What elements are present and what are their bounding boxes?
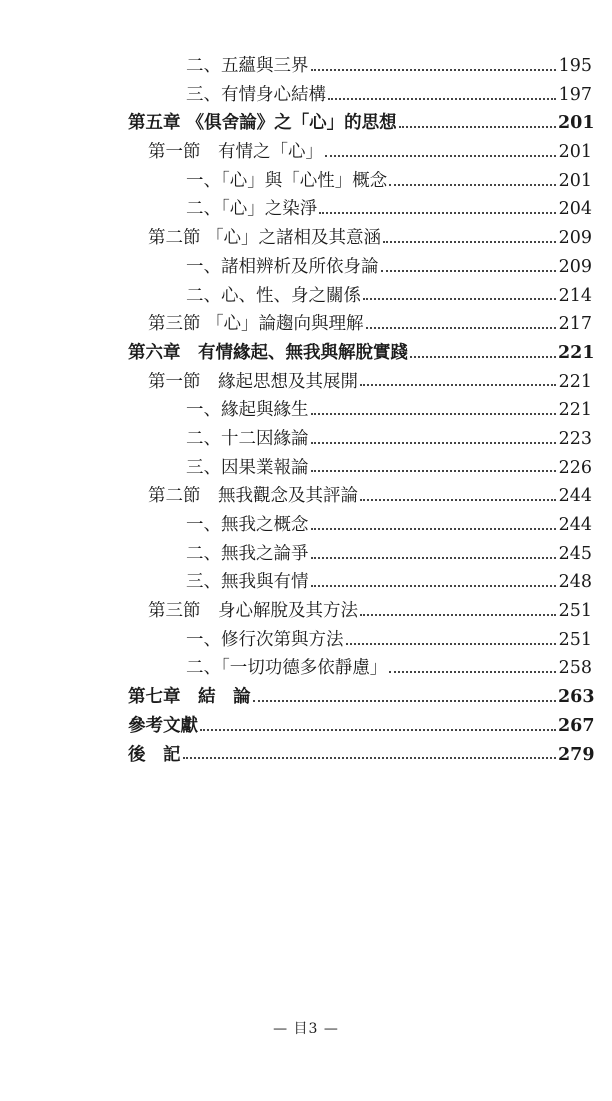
toc-entry-page: 209 <box>558 228 592 249</box>
toc-entry-page: 279 <box>558 744 595 765</box>
toc-entry-page: 209 <box>558 256 592 277</box>
dot-leader <box>389 183 556 186</box>
dot-leader <box>363 297 556 300</box>
toc-entry-title: 三、因果業報論 <box>186 457 309 478</box>
dot-leader <box>253 699 557 702</box>
toc-entry-title: 第三節 身心解脫及其方法 <box>148 601 358 622</box>
toc-entry-title: 第七章 結 論 <box>128 687 251 708</box>
toc-entry-page: 201 <box>558 113 595 134</box>
toc-entry-title: 第二節 「心」之諸相及其意涵 <box>148 228 382 249</box>
toc-entry <box>0 683 612 712</box>
dot-leader <box>311 412 557 415</box>
toc-entry-page: 221 <box>558 371 592 392</box>
dot-leader <box>183 756 557 759</box>
toc-entry <box>0 626 612 655</box>
toc-entry-title: 二、五蘊與三界 <box>186 56 309 76</box>
dot-leader <box>360 498 556 501</box>
toc-entry-title: 二、無我之論爭 <box>186 543 309 564</box>
toc-entry-page: 214 <box>558 285 592 306</box>
toc-entry-page: 204 <box>558 199 592 220</box>
toc-entry <box>0 282 612 311</box>
dot-leader <box>389 670 556 673</box>
dot-leader <box>383 240 556 243</box>
dot-leader <box>311 68 557 71</box>
dot-leader <box>325 154 556 157</box>
toc-entry-page: 201 <box>558 170 592 191</box>
dot-leader <box>311 469 557 472</box>
toc-entry <box>0 482 612 511</box>
toc-entry-title: 第三節 「心」論趨向與理解 <box>148 314 364 335</box>
dot-leader <box>311 441 557 444</box>
toc-entry <box>0 425 612 454</box>
toc-entry-page: 248 <box>558 572 592 593</box>
toc-entry-page: 251 <box>558 601 592 622</box>
toc-entry <box>0 167 612 196</box>
toc-entry-page: 223 <box>558 428 592 449</box>
toc-entry-title: 一、「心」與「心性」概念 <box>186 170 388 191</box>
toc-entry <box>0 253 612 282</box>
toc-entry-page: 201 <box>558 142 592 163</box>
toc-entry <box>0 224 612 253</box>
toc-entry <box>0 138 612 167</box>
dot-leader <box>410 355 556 358</box>
toc-entry <box>0 568 612 597</box>
toc-entry <box>0 396 612 425</box>
toc-entry <box>0 454 612 483</box>
dot-leader <box>311 556 557 559</box>
toc-entry <box>0 81 612 110</box>
toc-entry-page: 195 <box>558 56 592 76</box>
toc-entry-page: 217 <box>558 314 592 335</box>
table-of-contents <box>0 52 612 769</box>
toc-entry-page: 226 <box>558 457 592 478</box>
toc-entry-title: 一、無我之概念 <box>186 515 309 535</box>
toc-entry <box>0 511 612 540</box>
dot-leader <box>200 728 556 731</box>
dot-leader <box>319 211 556 214</box>
toc-entry <box>0 195 612 224</box>
toc-entry-page: 221 <box>558 342 595 363</box>
toc-entry-title: 二、「一切功德多依靜慮」 <box>186 658 388 679</box>
toc-entry <box>0 310 612 339</box>
toc-entry <box>0 339 612 368</box>
dot-leader <box>311 584 557 587</box>
toc-entry-page: 244 <box>558 486 592 507</box>
toc-entry-title: 參考文獻 <box>128 715 198 736</box>
toc-entry-title: 第一節 緣起思想及其展開 <box>148 371 358 392</box>
dot-leader <box>328 97 556 100</box>
toc-entry-page: 244 <box>558 515 592 535</box>
toc-entry-page: 221 <box>558 400 592 421</box>
toc-entry-page: 245 <box>558 543 592 564</box>
dot-leader <box>360 383 556 386</box>
dot-leader <box>346 642 557 645</box>
toc-entry-title: 第一節 有情之「心」 <box>148 142 323 163</box>
toc-entry <box>0 654 612 683</box>
toc-entry-page: 267 <box>558 715 595 736</box>
toc-entry-page: 258 <box>558 658 592 679</box>
dot-leader <box>360 613 556 616</box>
dot-leader <box>311 527 557 530</box>
toc-entry-title: 三、無我與有情 <box>186 572 309 593</box>
toc-entry <box>0 52 612 81</box>
toc-entry-title: 一、緣起與緣生 <box>186 400 309 421</box>
toc-entry-title: 二、十二因緣論 <box>186 428 309 449</box>
dot-leader <box>399 125 556 128</box>
toc-entry-title: 二、「心」之染淨 <box>186 199 318 220</box>
toc-entry-title: 二、心、性、身之關係 <box>186 285 361 306</box>
toc-entry <box>0 741 612 770</box>
dot-leader <box>381 269 557 272</box>
toc-entry <box>0 712 612 741</box>
toc-entry-page: 263 <box>558 687 595 708</box>
toc-entry-title: 第二節 無我觀念及其評論 <box>148 486 358 507</box>
toc-entry-title: 第六章 有情緣起、無我與解脫實踐 <box>128 342 408 363</box>
toc-entry-title: 一、修行次第與方法 <box>186 629 344 650</box>
toc-entry-page: 251 <box>558 629 592 650</box>
toc-entry-title: 第五章 《俱舍論》之「心」的思想 <box>128 113 397 134</box>
dot-leader <box>366 326 556 329</box>
toc-entry-title: 三、有情身心結構 <box>186 84 326 105</box>
toc-entry <box>0 368 612 397</box>
toc-entry-title: 一、諸相辨析及所依身論 <box>186 256 379 277</box>
toc-entry <box>0 540 612 569</box>
toc-entry-title: 後 記 <box>128 744 181 765</box>
page-number: — 目3 — <box>273 1021 339 1037</box>
toc-entry <box>0 597 612 626</box>
toc-entry-page: 197 <box>558 84 592 105</box>
toc-entry <box>0 109 612 138</box>
